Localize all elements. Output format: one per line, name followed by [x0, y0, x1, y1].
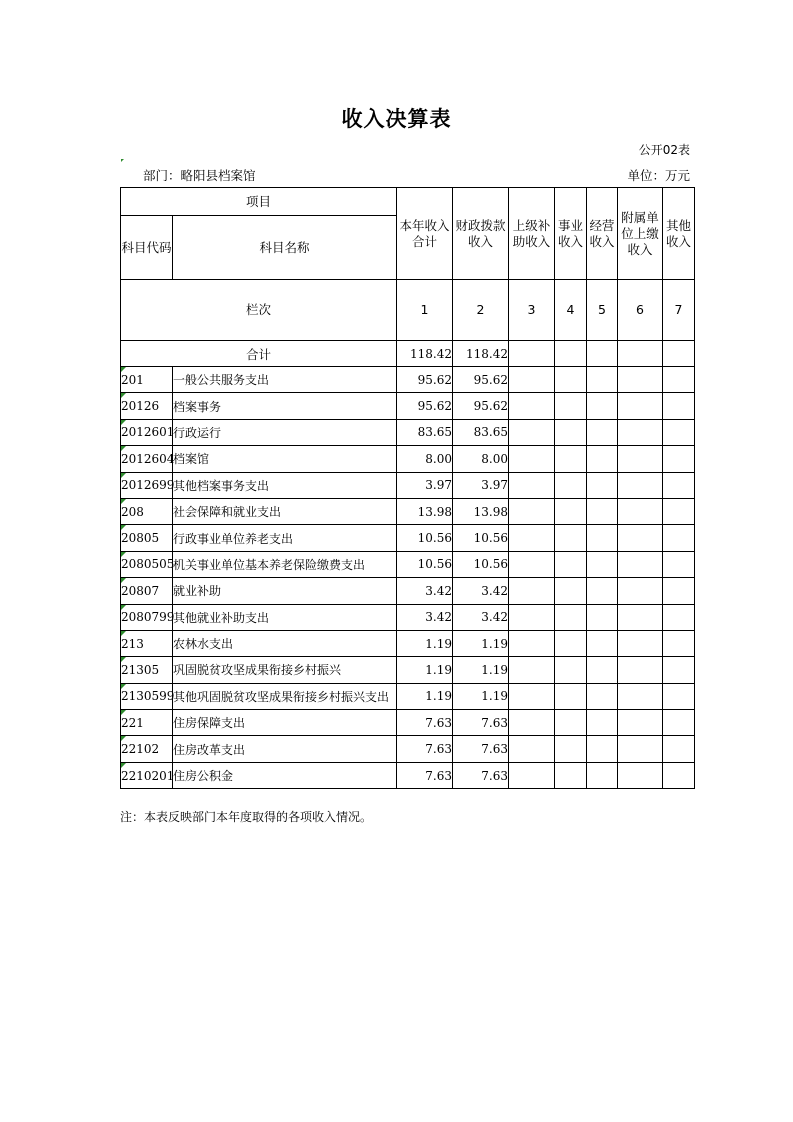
account-name-cell: 机关事业单位基本养老保险缴费支出	[173, 551, 397, 577]
other-income-cell	[663, 710, 695, 736]
table-row	[121, 683, 695, 709]
other-income-cell	[663, 604, 695, 630]
superior-subsidy-cell	[509, 710, 555, 736]
business-income-cell	[555, 419, 587, 445]
table-row	[121, 657, 695, 683]
fiscal-appropriation-cell: 3.97	[453, 472, 509, 498]
total-col-2: 118.42	[453, 341, 509, 367]
account-name-cell: 其他就业补助支出	[173, 604, 397, 630]
superior-subsidy-cell	[509, 630, 555, 656]
affiliate-income-cell	[618, 498, 663, 524]
superior-subsidy-cell	[509, 393, 555, 419]
other-income-cell	[663, 578, 695, 604]
col-index-5: 5	[587, 280, 618, 341]
operating-income-cell	[587, 710, 618, 736]
col-index-1: 1	[397, 280, 453, 341]
business-income-cell	[555, 762, 587, 788]
business-income-cell	[555, 630, 587, 656]
form-number: 公开02表	[638, 143, 690, 157]
total-income-cell: 83.65	[397, 419, 453, 445]
header-col-1: 本年收入合计	[397, 188, 453, 280]
unit-label: 单位：万元	[627, 168, 690, 183]
business-income-cell	[555, 736, 587, 762]
affiliate-income-cell	[618, 393, 663, 419]
account-name-cell: 档案馆	[173, 446, 397, 472]
table-row	[121, 525, 695, 551]
table-row	[121, 446, 695, 472]
account-name-cell: 其他巩固脱贫攻坚成果衔接乡村振兴支出	[173, 683, 397, 709]
header-code: 科目代码	[121, 216, 173, 280]
header-col-3: 上级补助收入	[509, 188, 555, 280]
table-row	[121, 367, 695, 393]
operating-income-cell	[587, 393, 618, 419]
fiscal-appropriation-cell: 95.62	[453, 393, 509, 419]
col-index-2: 2	[453, 280, 509, 341]
other-income-cell	[663, 762, 695, 788]
account-name-cell: 住房公积金	[173, 762, 397, 788]
superior-subsidy-cell	[509, 551, 555, 577]
table-row	[121, 578, 695, 604]
business-income-cell	[555, 472, 587, 498]
fiscal-appropriation-cell: 10.56	[453, 551, 509, 577]
department-label: 部门：略阳县档案馆	[143, 168, 256, 183]
table-row	[121, 710, 695, 736]
operating-income-cell	[587, 367, 618, 393]
fiscal-appropriation-cell: 8.00	[453, 446, 509, 472]
operating-income-cell	[587, 683, 618, 709]
business-income-cell	[555, 657, 587, 683]
other-income-cell	[663, 419, 695, 445]
affiliate-income-cell	[618, 736, 663, 762]
total-income-cell: 1.19	[397, 630, 453, 656]
account-name-cell: 一般公共服务支出	[173, 367, 397, 393]
header-col-5: 经营收入	[587, 188, 618, 280]
affiliate-income-cell	[618, 446, 663, 472]
business-income-cell	[555, 525, 587, 551]
other-income-cell	[663, 683, 695, 709]
account-name-cell: 社会保障和就业支出	[173, 498, 397, 524]
operating-income-cell	[587, 446, 618, 472]
table-row	[121, 419, 695, 445]
superior-subsidy-cell	[509, 472, 555, 498]
affiliate-income-cell	[618, 630, 663, 656]
col-index-6: 6	[618, 280, 663, 341]
col-index-4: 4	[555, 280, 587, 341]
operating-income-cell	[587, 472, 618, 498]
table-row	[121, 604, 695, 630]
affiliate-income-cell	[618, 710, 663, 736]
affiliate-income-cell	[618, 578, 663, 604]
account-code-cell: 2210201	[121, 762, 173, 788]
total-col-1: 118.42	[397, 341, 453, 367]
account-code-cell: 213	[121, 630, 173, 656]
total-income-cell: 3.97	[397, 472, 453, 498]
total-label: 合计	[121, 341, 397, 367]
operating-income-cell	[587, 498, 618, 524]
account-code-cell: 208	[121, 498, 173, 524]
business-income-cell	[555, 683, 587, 709]
fiscal-appropriation-cell: 7.63	[453, 736, 509, 762]
footnote: 注：本表反映部门本年度取得的各项收入情况。	[120, 810, 373, 824]
header-name: 科目名称	[173, 216, 397, 280]
superior-subsidy-cell	[509, 604, 555, 630]
account-code-cell: 201	[121, 367, 173, 393]
other-income-cell	[663, 657, 695, 683]
account-code-cell: 2012604	[121, 446, 173, 472]
fiscal-appropriation-cell: 1.19	[453, 683, 509, 709]
total-income-cell: 1.19	[397, 657, 453, 683]
account-code-cell: 2012699	[121, 472, 173, 498]
header-col-6: 附属单位上缴收入	[618, 188, 663, 280]
income-table	[120, 187, 695, 789]
other-income-cell	[663, 630, 695, 656]
affiliate-income-cell	[618, 762, 663, 788]
other-income-cell	[663, 551, 695, 577]
total-income-cell: 7.63	[397, 710, 453, 736]
col-index-3: 3	[509, 280, 555, 341]
account-code-cell: 22102	[121, 736, 173, 762]
header-row-label: 栏次	[121, 280, 397, 341]
fiscal-appropriation-cell: 3.42	[453, 578, 509, 604]
affiliate-income-cell	[618, 683, 663, 709]
affiliate-income-cell	[618, 472, 663, 498]
account-code-cell: 20805	[121, 525, 173, 551]
table-row	[121, 472, 695, 498]
total-row	[121, 341, 695, 367]
operating-income-cell	[587, 630, 618, 656]
header-col-7: 其他收入	[663, 188, 695, 280]
affiliate-income-cell	[618, 551, 663, 577]
superior-subsidy-cell	[509, 498, 555, 524]
superior-subsidy-cell	[509, 367, 555, 393]
col-index-7: 7	[663, 280, 695, 341]
total-income-cell: 13.98	[397, 498, 453, 524]
account-code-cell: 20807	[121, 578, 173, 604]
account-code-cell: 21305	[121, 657, 173, 683]
account-code-cell: 20126	[121, 393, 173, 419]
total-income-cell: 10.56	[397, 551, 453, 577]
account-name-cell: 住房保障支出	[173, 710, 397, 736]
account-name-cell: 农林水支出	[173, 630, 397, 656]
superior-subsidy-cell	[509, 736, 555, 762]
table-row	[121, 762, 695, 788]
account-name-cell: 巩固脱贫攻坚成果衔接乡村振兴	[173, 657, 397, 683]
other-income-cell	[663, 525, 695, 551]
table-row	[121, 393, 695, 419]
operating-income-cell	[587, 551, 618, 577]
total-income-cell: 7.63	[397, 736, 453, 762]
fiscal-appropriation-cell: 10.56	[453, 525, 509, 551]
header-col-4: 事业收入	[555, 188, 587, 280]
business-income-cell	[555, 498, 587, 524]
fiscal-appropriation-cell: 1.19	[453, 657, 509, 683]
affiliate-income-cell	[618, 367, 663, 393]
operating-income-cell	[587, 762, 618, 788]
fiscal-appropriation-cell: 13.98	[453, 498, 509, 524]
header-project: 项目	[121, 188, 397, 216]
total-income-cell: 1.19	[397, 683, 453, 709]
superior-subsidy-cell	[509, 657, 555, 683]
superior-subsidy-cell	[509, 762, 555, 788]
table-row	[121, 551, 695, 577]
account-name-cell: 档案事务	[173, 393, 397, 419]
superior-subsidy-cell	[509, 419, 555, 445]
business-income-cell	[555, 551, 587, 577]
account-code-cell: 2130599	[121, 683, 173, 709]
operating-income-cell	[587, 657, 618, 683]
total-income-cell: 3.42	[397, 604, 453, 630]
other-income-cell	[663, 498, 695, 524]
account-name-cell: 行政运行	[173, 419, 397, 445]
total-income-cell: 10.56	[397, 525, 453, 551]
business-income-cell	[555, 578, 587, 604]
fiscal-appropriation-cell: 83.65	[453, 419, 509, 445]
business-income-cell	[555, 710, 587, 736]
table-row	[121, 498, 695, 524]
total-income-cell: 7.63	[397, 762, 453, 788]
fiscal-appropriation-cell: 7.63	[453, 762, 509, 788]
business-income-cell	[555, 367, 587, 393]
affiliate-income-cell	[618, 419, 663, 445]
other-income-cell	[663, 446, 695, 472]
total-income-cell: 95.62	[397, 367, 453, 393]
fiscal-appropriation-cell: 95.62	[453, 367, 509, 393]
superior-subsidy-cell	[509, 525, 555, 551]
total-income-cell: 3.42	[397, 578, 453, 604]
account-name-cell: 行政事业单位养老支出	[173, 525, 397, 551]
other-income-cell	[663, 472, 695, 498]
fiscal-appropriation-cell: 7.63	[453, 710, 509, 736]
table-row	[121, 630, 695, 656]
affiliate-income-cell	[618, 657, 663, 683]
business-income-cell	[555, 604, 587, 630]
operating-income-cell	[587, 604, 618, 630]
account-name-cell: 住房改革支出	[173, 736, 397, 762]
operating-income-cell	[587, 736, 618, 762]
other-income-cell	[663, 367, 695, 393]
superior-subsidy-cell	[509, 578, 555, 604]
superior-subsidy-cell	[509, 446, 555, 472]
business-income-cell	[555, 446, 587, 472]
affiliate-income-cell	[618, 604, 663, 630]
business-income-cell	[555, 393, 587, 419]
account-code-cell: 2012601	[121, 419, 173, 445]
operating-income-cell	[587, 525, 618, 551]
fiscal-appropriation-cell: 1.19	[453, 630, 509, 656]
fiscal-appropriation-cell: 3.42	[453, 604, 509, 630]
account-name-cell: 就业补助	[173, 578, 397, 604]
other-income-cell	[663, 393, 695, 419]
affiliate-income-cell	[618, 525, 663, 551]
account-code-cell: 2080505	[121, 551, 173, 577]
table-row	[121, 736, 695, 762]
header-col-2: 财政拨款收入	[453, 188, 509, 280]
account-code-cell: 2080799	[121, 604, 173, 630]
total-income-cell: 8.00	[397, 446, 453, 472]
account-code-cell: 221	[121, 710, 173, 736]
operating-income-cell	[587, 578, 618, 604]
cell-marker	[121, 159, 124, 162]
total-income-cell: 95.62	[397, 393, 453, 419]
account-name-cell: 其他档案事务支出	[173, 472, 397, 498]
operating-income-cell	[587, 419, 618, 445]
page-title: 收入决算表	[341, 107, 452, 131]
superior-subsidy-cell	[509, 683, 555, 709]
other-income-cell	[663, 736, 695, 762]
